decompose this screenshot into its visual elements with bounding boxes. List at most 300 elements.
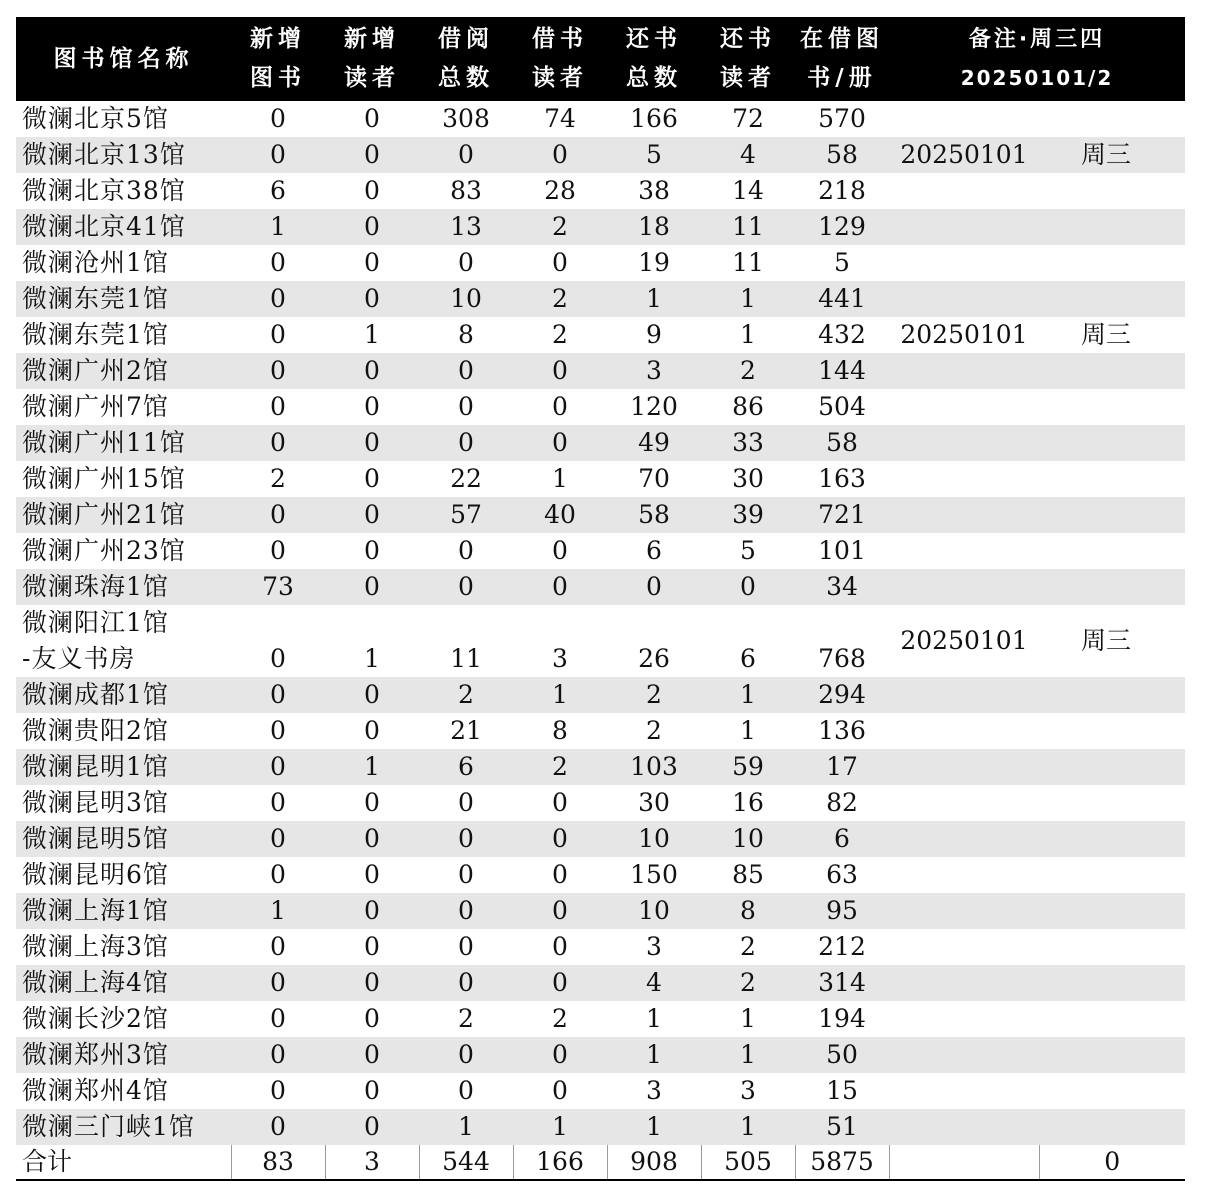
value-cell: 0: [364, 716, 380, 745]
table-row: [16, 389, 1185, 425]
value-cell: 0: [364, 788, 380, 817]
value-cell: 432: [818, 320, 866, 349]
value-cell: 0: [325, 1109, 419, 1145]
value-cell: 2: [552, 320, 568, 349]
value-cell: 1: [740, 716, 756, 745]
value-cell: 0: [458, 248, 474, 277]
value-cell: 0: [552, 248, 568, 277]
value-cell: 1: [607, 281, 701, 317]
value-cell: 1: [701, 281, 795, 317]
library-name-cell: 微澜阳江1馆 -友义书房: [22, 608, 169, 673]
value-cell: 721: [795, 497, 889, 533]
table-row: [16, 137, 1185, 173]
value-cell: 73: [231, 569, 325, 605]
value-cell: 1: [513, 1109, 607, 1145]
value-cell: 70: [638, 464, 670, 493]
library-name-cell: 微澜北京13馆: [16, 137, 231, 173]
value-cell: 2: [646, 716, 662, 745]
table-row: [16, 929, 1185, 965]
total-row: [16, 1145, 1185, 1180]
header-line: 还书: [720, 26, 776, 52]
value-cell: 1: [364, 644, 380, 673]
value-cell: 0: [701, 569, 795, 605]
library-name-cell: 微澜成都1馆: [16, 677, 231, 713]
note-weekday-cell: [1039, 101, 1185, 137]
header-on-loan: [795, 17, 889, 101]
value-cell: 0: [325, 137, 419, 173]
value-cell: 0: [325, 965, 419, 1001]
value-cell: 0: [364, 464, 380, 493]
note-weekday-cell: [1039, 749, 1185, 785]
header-borrow-readers: [513, 17, 607, 101]
library-name-cell: 微澜广州23馆: [22, 536, 186, 565]
value-cell: 0: [270, 320, 286, 349]
value-cell: 6: [419, 749, 513, 785]
note-weekday-cell: [1039, 533, 1185, 569]
value-cell: 101: [818, 536, 866, 565]
value-cell: 39: [701, 497, 795, 533]
library-name-cell: 微澜沧州1馆: [22, 248, 169, 277]
value-cell: 51: [795, 1109, 889, 1145]
value-cell: 10: [607, 821, 701, 857]
note-weekday-cell: [1039, 353, 1185, 389]
value-cell: 0: [419, 569, 513, 605]
value-cell: 0: [552, 788, 568, 817]
total-value: 166: [513, 1145, 607, 1180]
value-cell: 2: [740, 932, 756, 961]
value-cell: 1: [607, 1037, 701, 1073]
table-row: [16, 713, 1185, 749]
note-date-cell: [889, 929, 1039, 965]
value-cell: 1: [419, 1109, 513, 1145]
value-cell: 0: [419, 137, 513, 173]
library-name-cell: 微澜广州21馆: [16, 497, 231, 533]
value-cell: 1: [646, 1004, 662, 1033]
value-cell: 5: [834, 248, 850, 277]
library-name-cell: 微澜贵阳2馆: [22, 716, 169, 745]
table-row: [16, 821, 1185, 857]
header-line: 读者: [344, 65, 400, 91]
value-cell: 166: [630, 104, 678, 133]
note-weekday-cell: [1039, 209, 1185, 245]
total-value: 544: [419, 1145, 513, 1180]
value-cell: 1: [701, 1037, 795, 1073]
note-weekday-cell: [1039, 173, 1185, 209]
note-date-cell: [889, 497, 1039, 533]
value-cell: 2: [419, 677, 513, 713]
table-row: [16, 605, 1185, 677]
value-cell: 570: [818, 104, 866, 133]
note-date-cell: [889, 1073, 1039, 1109]
note-weekday-cell: [1039, 1037, 1185, 1073]
value-cell: 0: [458, 932, 474, 961]
value-cell: 58: [607, 497, 701, 533]
header-line: 在借图: [800, 26, 884, 52]
value-cell: 2: [701, 965, 795, 1001]
value-cell: 10: [607, 893, 701, 929]
library-name-cell: 微澜上海1馆: [16, 893, 231, 929]
library-name-cell: 微澜珠海1馆: [16, 569, 231, 605]
note-weekday-cell: [1039, 857, 1185, 893]
value-cell: 8: [701, 893, 795, 929]
value-cell: 63: [826, 860, 858, 889]
note-date-cell: [889, 713, 1039, 749]
table-row: [16, 1073, 1185, 1109]
value-cell: 129: [795, 209, 889, 245]
value-cell: 0: [325, 209, 419, 245]
value-cell: 2: [513, 749, 607, 785]
note-weekday-cell: [1039, 1001, 1185, 1037]
value-cell: 0: [552, 536, 568, 565]
note-date-cell: [889, 389, 1039, 425]
value-cell: 2: [270, 464, 286, 493]
value-cell: 0: [270, 932, 286, 961]
value-cell: 0: [364, 104, 380, 133]
value-cell: 0: [270, 392, 286, 421]
value-cell: 0: [513, 569, 607, 605]
value-cell: 1: [701, 677, 795, 713]
value-cell: 0: [419, 1037, 513, 1073]
value-cell: 11: [732, 248, 764, 277]
value-cell: 22: [450, 464, 482, 493]
value-cell: 0: [270, 104, 286, 133]
library-name-cell: 微澜北京5馆: [22, 104, 169, 133]
value-cell: 58: [795, 137, 889, 173]
value-cell: 2: [513, 209, 607, 245]
table-row: [16, 533, 1185, 569]
value-cell: 34: [795, 569, 889, 605]
value-cell: 3: [740, 1076, 756, 1105]
value-cell: 0: [325, 497, 419, 533]
note-date-cell: [889, 173, 1039, 209]
value-cell: 13: [419, 209, 513, 245]
total-note-week: 0: [1039, 1145, 1185, 1180]
value-cell: 0: [552, 392, 568, 421]
header-line: 读者: [720, 65, 776, 91]
value-cell: 120: [630, 392, 678, 421]
value-cell: 1: [231, 893, 325, 929]
value-cell: 0: [513, 353, 607, 389]
table-row: [16, 173, 1185, 209]
value-cell: 11: [701, 209, 795, 245]
value-cell: 8: [458, 320, 474, 349]
value-cell: 194: [818, 1004, 866, 1033]
note-date-cell: [889, 857, 1039, 893]
value-cell: 136: [818, 716, 866, 745]
note-weekday-cell: 周三: [1081, 626, 1132, 655]
note-date-cell: [889, 1037, 1039, 1073]
table-row: [16, 425, 1185, 461]
note-weekday-cell: [1039, 281, 1185, 317]
total-value: 505: [701, 1145, 795, 1180]
total-value: 83: [231, 1145, 325, 1180]
table-row: [16, 101, 1185, 137]
library-name-cell: 微澜北京41馆: [16, 209, 231, 245]
value-cell: 0: [270, 1076, 286, 1105]
header-new-books: [231, 17, 325, 101]
value-cell: 0: [325, 677, 419, 713]
library-name-cell: 微澜东莞1馆: [22, 320, 169, 349]
note-weekday-cell: [1039, 893, 1185, 929]
value-cell: 0: [270, 536, 286, 565]
header-line: 20250101/2: [960, 66, 1114, 90]
note-date-cell: [889, 461, 1039, 497]
value-cell: 5: [607, 137, 701, 173]
value-cell: 3: [552, 644, 568, 673]
note-date-cell: [889, 245, 1039, 281]
value-cell: 17: [795, 749, 889, 785]
value-cell: 5: [740, 536, 756, 565]
library-name-cell: 微澜昆明5馆: [16, 821, 231, 857]
value-cell: 83: [450, 176, 482, 205]
value-cell: 0: [325, 425, 419, 461]
value-cell: 18: [607, 209, 701, 245]
header-line: 图书: [250, 65, 306, 91]
header-line: 新增: [250, 26, 306, 52]
header-return-readers: [701, 17, 795, 101]
table-row: [16, 1001, 1185, 1037]
table-row: [16, 785, 1185, 821]
header-return-total: [607, 17, 701, 101]
header-new-readers: [325, 17, 419, 101]
library-name-cell: 微澜郑州4馆: [22, 1076, 169, 1105]
value-cell: 38: [638, 176, 670, 205]
value-cell: 0: [458, 860, 474, 889]
value-cell: 163: [818, 464, 866, 493]
table-row: [16, 461, 1185, 497]
value-cell: 0: [231, 1037, 325, 1073]
note-weekday-cell: [1039, 461, 1185, 497]
value-cell: 6: [646, 536, 662, 565]
value-cell: 0: [231, 749, 325, 785]
value-cell: 0: [325, 893, 419, 929]
value-cell: 49: [607, 425, 701, 461]
value-cell: 768: [818, 644, 866, 673]
table-row: [16, 857, 1185, 893]
note-weekday-cell: [1039, 821, 1185, 857]
note-date-cell: [889, 677, 1039, 713]
note-date-cell: [889, 101, 1039, 137]
value-cell: 0: [231, 281, 325, 317]
library-name-cell: 微澜东莞1馆: [16, 281, 231, 317]
value-cell: 33: [701, 425, 795, 461]
value-cell: 0: [364, 176, 380, 205]
value-cell: 0: [231, 137, 325, 173]
value-cell: 1: [364, 320, 380, 349]
value-cell: 0: [419, 893, 513, 929]
note-weekday-cell: [1039, 677, 1185, 713]
value-cell: 1: [740, 1004, 756, 1033]
value-cell: 86: [732, 392, 764, 421]
note-weekday-cell: [1039, 389, 1185, 425]
value-cell: 0: [325, 569, 419, 605]
value-cell: 15: [826, 1076, 858, 1105]
total-label: 合计: [16, 1145, 231, 1180]
library-name-cell: 微澜昆明1馆: [16, 749, 231, 785]
note-date-cell: 20250101: [900, 626, 1028, 655]
value-cell: 21: [450, 716, 482, 745]
value-cell: 2: [701, 353, 795, 389]
value-cell: 0: [419, 965, 513, 1001]
value-cell: 82: [826, 788, 858, 817]
library-name-cell: 微澜昆明3馆: [22, 788, 169, 817]
library-name-cell: 微澜上海3馆: [22, 932, 169, 961]
table-row: [16, 677, 1185, 713]
value-cell: 40: [513, 497, 607, 533]
note-date-cell: [889, 353, 1039, 389]
note-weekday-cell: [1039, 245, 1185, 281]
note-date-cell: [889, 425, 1039, 461]
header-line: 总数: [626, 65, 682, 91]
note-date-cell: [889, 209, 1039, 245]
header-line: 借书: [532, 26, 588, 52]
value-cell: 2: [458, 1004, 474, 1033]
value-cell: 1: [740, 320, 756, 349]
table-row: [16, 281, 1185, 317]
value-cell: 0: [513, 893, 607, 929]
value-cell: 0: [552, 1076, 568, 1105]
value-cell: 0: [325, 1037, 419, 1073]
value-cell: 0: [458, 392, 474, 421]
value-cell: 4: [701, 137, 795, 173]
header-line: 书/册: [807, 65, 877, 91]
value-cell: 26: [638, 644, 670, 673]
header-line: 读者: [532, 65, 588, 91]
header-notes: [889, 17, 1185, 101]
value-cell: 0: [419, 821, 513, 857]
value-cell: 0: [364, 536, 380, 565]
value-cell: 9: [646, 320, 662, 349]
value-cell: 144: [795, 353, 889, 389]
value-cell: 314: [795, 965, 889, 1001]
value-cell: 0: [364, 1004, 380, 1033]
value-cell: 504: [818, 392, 866, 421]
library-name-cell: 微澜广州15馆: [22, 464, 186, 493]
value-cell: 6: [740, 644, 756, 673]
value-cell: 0: [325, 353, 419, 389]
total-value: 5875: [795, 1145, 889, 1180]
value-cell: 0: [231, 821, 325, 857]
value-cell: 1: [231, 209, 325, 245]
value-cell: 10: [419, 281, 513, 317]
note-weekday-cell: [1039, 1109, 1185, 1145]
header-line: 图书馆名称: [53, 45, 194, 72]
header-line: 新增: [344, 26, 400, 52]
value-cell: 0: [552, 860, 568, 889]
value-cell: 6: [270, 176, 286, 205]
note-date-cell: 20250101: [900, 320, 1028, 349]
table-row: [16, 497, 1185, 533]
value-cell: 1: [513, 677, 607, 713]
value-cell: 0: [513, 425, 607, 461]
library-name-cell: 微澜广州2馆: [16, 353, 231, 389]
header-line: 总数: [438, 65, 494, 91]
value-cell: 0: [270, 644, 286, 673]
value-cell: 2: [552, 1004, 568, 1033]
note-weekday-cell: [1039, 785, 1185, 821]
note-weekday-cell: [1039, 713, 1185, 749]
library-name-cell: 微澜广州7馆: [22, 392, 169, 421]
value-cell: 103: [607, 749, 701, 785]
value-cell: 0: [231, 677, 325, 713]
value-cell: 57: [419, 497, 513, 533]
library-name-cell: 微澜上海4馆: [16, 965, 231, 1001]
table-footer: [16, 1145, 1185, 1180]
value-cell: 0: [231, 353, 325, 389]
value-cell: 0: [231, 965, 325, 1001]
value-cell: 294: [795, 677, 889, 713]
library-name-cell: 微澜三门峡1馆: [16, 1109, 231, 1145]
table-row: [16, 569, 1185, 605]
note-date-cell: [889, 893, 1039, 929]
value-cell: 0: [458, 1076, 474, 1105]
value-cell: 0: [364, 1076, 380, 1105]
library-stats-table: [16, 17, 1185, 1181]
value-cell: 8: [552, 716, 568, 745]
table-row: [16, 965, 1185, 1001]
value-cell: 50: [795, 1037, 889, 1073]
note-weekday-cell: [1039, 1073, 1185, 1109]
value-cell: 59: [701, 749, 795, 785]
value-cell: 58: [795, 425, 889, 461]
value-cell: 0: [458, 536, 474, 565]
note-weekday-cell: 周三: [1039, 137, 1185, 173]
value-cell: 2: [607, 677, 701, 713]
value-cell: 72: [732, 104, 764, 133]
note-date-cell: [889, 281, 1039, 317]
note-date-cell: [889, 821, 1039, 857]
library-name-cell: 微澜长沙2馆: [22, 1004, 169, 1033]
value-cell: 95: [795, 893, 889, 929]
note-weekday-cell: [1039, 425, 1185, 461]
value-cell: 0: [513, 1037, 607, 1073]
note-date-cell: 20250101: [889, 137, 1039, 173]
value-cell: 0: [270, 860, 286, 889]
table-row: [16, 317, 1185, 353]
value-cell: 0: [513, 821, 607, 857]
value-cell: 0: [364, 248, 380, 277]
value-cell: 3: [646, 932, 662, 961]
value-cell: 218: [818, 176, 866, 205]
value-cell: 4: [607, 965, 701, 1001]
header-line: 借阅: [438, 26, 494, 52]
value-cell: 0: [364, 860, 380, 889]
value-cell: 19: [638, 248, 670, 277]
table-row: [16, 353, 1185, 389]
header-borrow-total: [419, 17, 513, 101]
total-value: 908: [607, 1145, 701, 1180]
value-cell: 6: [795, 821, 889, 857]
value-cell: 0: [231, 1109, 325, 1145]
value-cell: 0: [270, 788, 286, 817]
note-date-cell: [889, 749, 1039, 785]
value-cell: 74: [544, 104, 576, 133]
library-name-cell: 微澜郑州3馆: [16, 1037, 231, 1073]
value-cell: 150: [630, 860, 678, 889]
library-name-cell: 微澜广州11馆: [16, 425, 231, 461]
value-cell: 0: [458, 788, 474, 817]
value-cell: 16: [732, 788, 764, 817]
note-weekday-cell: [1039, 569, 1185, 605]
value-cell: 0: [607, 569, 701, 605]
value-cell: 212: [818, 932, 866, 961]
table-row: [16, 749, 1185, 785]
value-cell: 85: [732, 860, 764, 889]
note-weekday-cell: 周三: [1081, 320, 1132, 349]
table-header: [16, 17, 1185, 101]
value-cell: 0: [364, 932, 380, 961]
note-weekday-cell: [1039, 497, 1185, 533]
